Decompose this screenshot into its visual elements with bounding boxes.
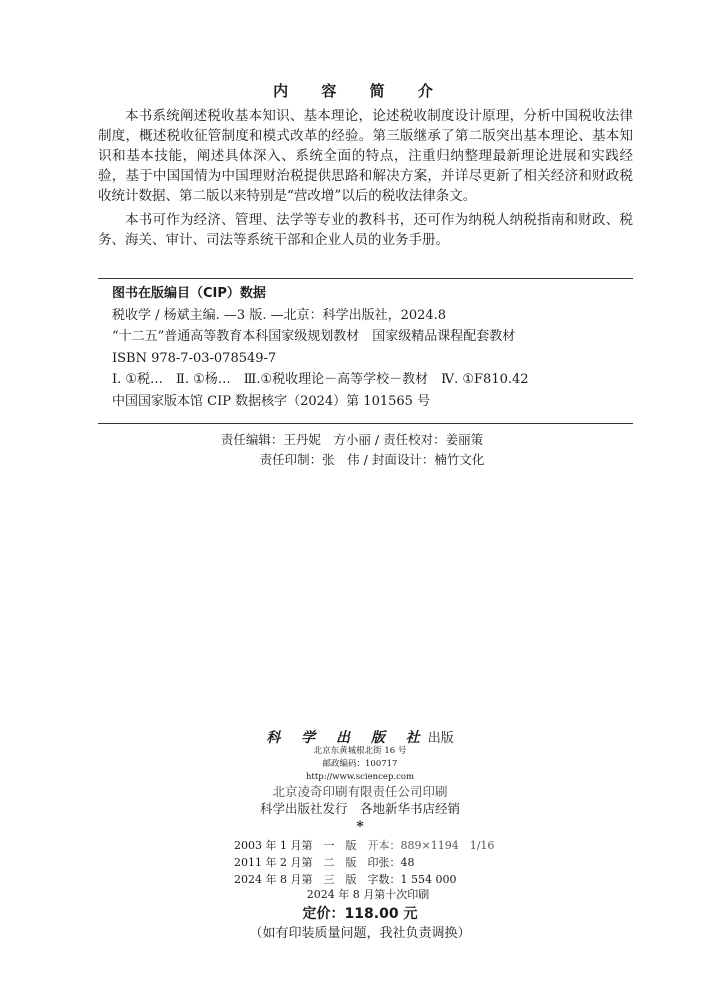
format-spec: 开本：889×1194 1/16: [367, 839, 495, 852]
publisher-website: http://www.sciencep.com: [305, 772, 415, 782]
cip-line-4: Ⅰ. ①税… Ⅱ. ①杨… Ⅲ.①税收理论－高等学校－教材 Ⅳ. ①F810.42: [112, 372, 529, 387]
printer-line: 北京凌奇印刷有限责任公司印刷: [272, 784, 448, 799]
edition-1: 2003 年 1 月第 一 版: [234, 839, 357, 852]
publisher-logo: 科 学 出 版 社: [266, 730, 428, 746]
separator-asterisk: *: [356, 819, 364, 835]
cip-line-1: 税收学 / 杨斌主编. —3 版. —北京：科学出版社，2024.8: [112, 307, 447, 323]
cip-data-block: [98, 278, 633, 424]
word-count-spec: 字数：1 554 000: [367, 873, 457, 886]
edition-row-3: [234, 871, 534, 887]
publisher-line: [0, 727, 720, 747]
edition-2: 2011 年 2 月第 二 版: [234, 856, 357, 869]
production-credits: 责任印制：张 伟 / 封面设计：楠竹文化: [259, 452, 485, 467]
intro-paragraph-2: 本书可作为经济、管理、法学等专业的教科书，还可作为纳税人纳税指南和财政、税务、海关、审计、司法等系统干部和企业人员的业务手册。: [98, 212, 633, 248]
edition-row-1: [234, 837, 534, 853]
publisher-postcode: 邮政编码：100717: [322, 759, 398, 769]
editor-credits: 责任编辑：王丹妮 方小丽 / 责任校对：姜丽策: [220, 432, 484, 447]
publisher-suffix: 出版: [427, 731, 454, 746]
cip-line-2: “十二五”普通高等教育本科国家级规划教材 国家级精品课程配套教材: [112, 329, 516, 344]
printing-line: 2024 年 8 月第十次印刷: [306, 888, 430, 901]
edition-3: 2024 年 8 月第 三 版: [234, 873, 357, 886]
edition-row-2: [234, 854, 534, 870]
cip-heading: 图书在版编目（CIP）数据: [112, 286, 266, 301]
cip-line-3: ISBN 978-7-03-078549-7: [112, 350, 277, 366]
publisher-address: 北京东黄城根北街 16 号: [313, 746, 407, 756]
page-title: 内 容 简 介: [273, 82, 447, 100]
intro-paragraph-1: 本书系统阐述税收基本知识、基本理论，论述税收制度设计原理，分析中国税收法律制度，概述税收征管制度和模式改革的经验。第三版继承了第二版突出基本理论、基本知识和基本技能，阐述具体深入、系统全面的特点，注重归纳整理最新理论进展和实践经验，基于中国国情为中国理财治税提供思路和解决方案，并详尽更新了相关经济和财政税收统计数据、第二版以来特别是“营改增”以后的税收法律条文。: [98, 108, 633, 204]
quality-notice: （如有印装质量问题，我社负责调换）: [249, 926, 471, 941]
distribution-line: 科学出版社发行 各地新华书店经销: [259, 801, 460, 816]
price: 定价：118.00 元: [302, 906, 418, 922]
sheets-spec: 印张：48: [367, 856, 415, 869]
cip-line-5: 中国国家版本馆 CIP 数据核字（2024）第 101565 号: [112, 393, 431, 409]
